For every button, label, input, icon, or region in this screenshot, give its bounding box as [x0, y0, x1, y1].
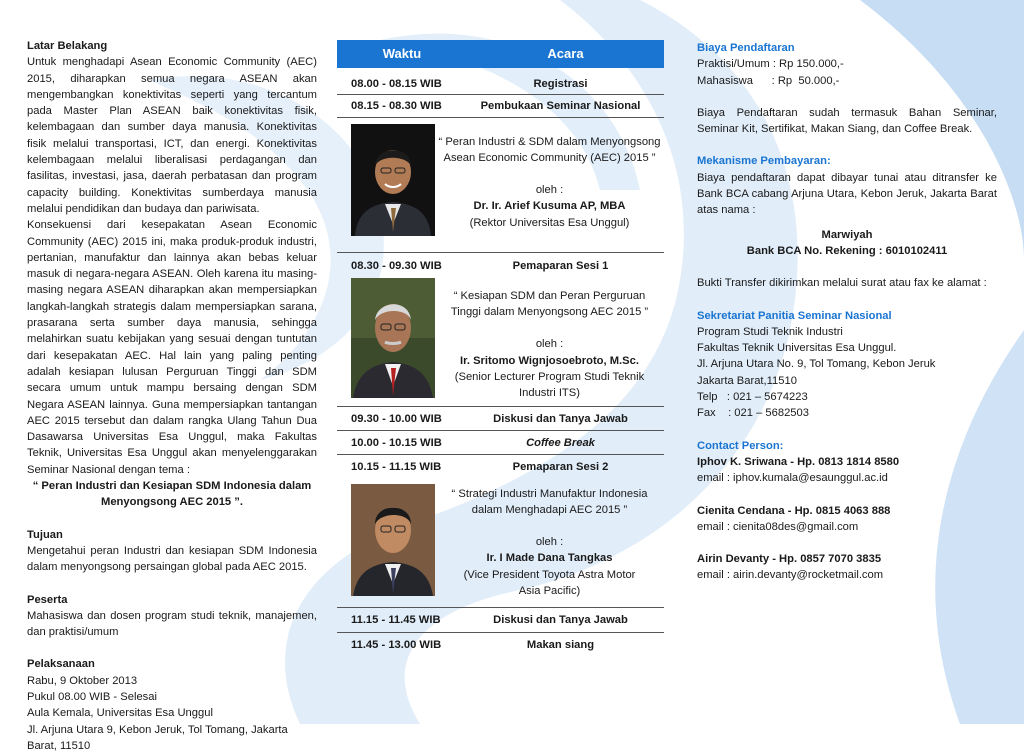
- opening-talk-title-2: Asean Economic Community (AEC) 2015 ”: [443, 151, 656, 164]
- opening-affiliation: (Rektor Universitas Esa Unggul): [469, 216, 630, 229]
- registration-activity: Registrasi: [533, 78, 588, 90]
- session1-talk-title-1: “ Kesiapan SDM dan Peran Perguruan: [453, 289, 646, 302]
- contact-1-email: email : iphov.kumala@esaunggul.ac.id: [697, 472, 888, 485]
- fee-title: Biaya Pendaftaran: [697, 42, 795, 54]
- discussion2-time: 11.15 - 11.45 WIB: [351, 614, 441, 627]
- account-name: Marwiyah: [821, 228, 873, 241]
- schedule: [337, 40, 664, 653]
- left-column: [27, 38, 317, 754]
- schedule-row-registration: [337, 76, 664, 92]
- schedule-row-discussion-2: [337, 612, 664, 628]
- secretariat-fax: Fax : 021 – 5682503: [697, 407, 809, 420]
- seminar-theme-line-2: Menyongsong AEC 2015 ”.: [101, 496, 243, 509]
- schedule-header: [337, 40, 664, 68]
- right-column: [697, 40, 997, 584]
- opening-time: 08.15 - 08.30 WIB: [351, 100, 442, 113]
- secretariat-line-1: Program Studi Teknik Industri: [697, 325, 843, 338]
- execution-address: Jl. Arjuna Utara 9, Kebon Jeruk, Tol Tomang, Jakarta Barat, 11510: [27, 723, 288, 752]
- speaker-photo-1: [351, 124, 435, 236]
- session2-affiliation-2: Asia Pacific): [518, 585, 581, 598]
- header-activity: Acara: [547, 45, 584, 61]
- opening-talk-text: [435, 124, 664, 236]
- schedule-row-session-2: [337, 459, 664, 475]
- fee-practitioner: Praktisi/Umum : Rp 150.000,-: [697, 58, 844, 71]
- payment-title: Mekanisme Pembayaran:: [697, 155, 831, 168]
- secretariat-title: Sekretariat Panitia Seminar Nasional: [697, 309, 892, 322]
- contact-2-email: email : cienita08des@gmail.com: [697, 520, 859, 533]
- contact-1-name: Iphov K. Sriwana - Hp. 0813 1814 8580: [697, 455, 900, 468]
- session1-time: 08.30 - 09.30 WIB: [351, 259, 442, 272]
- secretariat-line-2: Fakultas Teknik Universitas Esa Unggul.: [697, 342, 897, 355]
- opening-activity: Pembukaan Seminar Nasional: [480, 100, 641, 113]
- session1-by: oleh :: [535, 338, 564, 351]
- execution-venue: Aula Kemala, Universitas Esa Unggul: [27, 707, 213, 720]
- coffee-activity: Coffee Break: [526, 436, 595, 449]
- execution-date: Rabu, 9 Oktober 2013: [27, 674, 138, 687]
- header-time: Waktu: [382, 45, 422, 61]
- session1-speaker: Ir. Sritomo Wignjosoebroto, M.Sc.: [460, 354, 639, 367]
- contact-title: Contact Person:: [697, 439, 784, 452]
- secretariat-line-3: Jl. Arjuna Utara No. 9, Tol Tomang, Kebon Jeruk: [697, 358, 936, 371]
- session2-speaker: Ir. I Made Dana Tangkas: [486, 552, 613, 565]
- registration-time: 08.00 - 08.15 WIB: [351, 78, 442, 90]
- schedule-row-discussion-1: [337, 411, 664, 427]
- session1-talk: [337, 278, 664, 402]
- background-paragraph-2: Konsekuensi dari kesepakatan Asean Economic Community (AEC) 2015 ini, maka produk-produk industri, pertanian, manufaktur dan lainnya akan bebas keluar masuk di negara-negara ASEAN. Oleh karena itu masing-masing negara ASEAN diharapkan akan mempersiapkan langkah-langkah strategis dalam mempersiapkan sarana, prasarana serta sumber daya manusia, sehingga melahirkan suatu kebijakan yang sesuai dengan tuntutan dari kesepakatan AEC. Hal lain yang paling penting adalah kesiapan lulusan Perguruan Tinggi dan SDM secara umum untuk mampu bersaing dengan SDM Negara ASEAN lainnya. Guna mempersiapkan tantangan AEC 2015 tersebut dan dalam rangka Ulang Tahun Dua Dasawarsa Universitas Esa Unggul, maka Fakultas Teknik, Universitas Esa Unggul akan menyelenggarakan Seminar Nasional dengan tema :: [27, 219, 317, 476]
- opening-talk-title-1: “ Peran Industri & SDM dalam Menyongsong: [438, 135, 661, 148]
- fee-note: Biaya Pendaftaran sudah termasuk Bahan Seminar, Seminar Kit, Sertifikat, Makan Siang, dan Coffee Break.: [697, 106, 997, 136]
- session2-talk: [337, 484, 664, 600]
- coffee-time: 10.00 - 10.15 WIB: [351, 436, 442, 449]
- goal-text: Mengetahui peran Industri dan kesiapan SDM Indonesia dalam menyongsong persaingan global pada AEC 2015.: [27, 544, 317, 574]
- fee-student: Mahasiswa : Rp 50.000,-: [697, 74, 840, 87]
- participants-title: Peserta: [27, 593, 68, 606]
- payment-text: Biaya pendaftaran dapat dibayar tunai atau ditransfer ke Bank BCA cabang Arjuna Utara, Kebon Jeruk, Jakarta Barat atas nama :: [697, 171, 997, 217]
- lunch-time: 11.45 - 13.00 WIB: [351, 638, 442, 651]
- discussion1-time: 09.30 - 10.00 WIB: [351, 412, 442, 425]
- speaker-photo-2: [351, 278, 435, 398]
- session2-talk-title-1: “ Strategi Industri Manufaktur Indonesia: [451, 487, 648, 500]
- session1-activity: Pemaparan Sesi 1: [512, 259, 609, 272]
- opening-speaker: Dr. Ir. Arief Kusuma AP, MBA: [473, 200, 626, 213]
- discussion1-activity: Diskusi dan Tanya Jawab: [493, 412, 628, 425]
- session2-affiliation-1: (Vice President Toyota Astra Motor: [463, 568, 636, 581]
- discussion2-activity: Diskusi dan Tanya Jawab: [493, 614, 628, 627]
- session1-affiliation-1: (Senior Lecturer Program Studi Teknik: [454, 371, 645, 384]
- seminar-theme-line-1: “ Peran Industri dan Kesiapan SDM Indonesia dalam: [32, 480, 312, 493]
- lunch-activity: Makan siang: [526, 638, 595, 651]
- session2-by: oleh :: [535, 536, 564, 549]
- speaker-photo-3: [351, 484, 435, 596]
- transfer-note: Bukti Transfer dikirimkan melalui surat atau fax ke alamat :: [697, 277, 987, 290]
- schedule-row-opening: [337, 98, 664, 114]
- execution-time: Pukul 08.00 WIB - Selesai: [27, 690, 157, 703]
- contact-3-email: email : airin.devanty@rocketmail.com: [697, 569, 884, 582]
- opening-by: oleh :: [535, 184, 564, 197]
- session1-talk-text: [435, 278, 664, 402]
- schedule-row-coffee-break: [337, 435, 664, 451]
- secretariat-phone: Telp : 021 – 5674223: [697, 391, 808, 404]
- session2-talk-text: [435, 484, 664, 600]
- participants-text: Mahasiswa dan dosen program studi teknik, manajemen, dan praktisi/umum: [27, 609, 317, 639]
- schedule-row-lunch: [337, 637, 664, 653]
- contact-3-name: Airin Devanty - Hp. 0857 7070 3835: [697, 553, 882, 566]
- secretariat-line-4: Jakarta Barat,11510: [697, 374, 797, 387]
- session1-affiliation-2: Industri ITS): [519, 387, 580, 400]
- background-paragraph-1: Untuk menghadapi Asean Economic Community (AEC) 2015, diharapkan semua negara ASEAN akan mengembangkan konektivitas seperti yang tercantum pada Master Plan ASEAN baik konektivitas fisik, kelembagaan dan sumber daya manusia. Konektivitas fisik melalui transportasi, ICT, dan energi. Konektivitas kelembagaan melalui liberalisasi perdagangan dan fasilitas, investasi, jasa, daerah perbatasan dan program capacity building. Konektivitas sumberdaya manusia melalui pendidikan dan budaya dan pariwisata.: [27, 56, 317, 215]
- schedule-row-session-1: [337, 258, 664, 274]
- contact-2-name: Cienita Cendana - Hp. 0815 4063 888: [697, 504, 891, 517]
- background-title: Latar Belakang: [27, 40, 108, 52]
- session2-talk-title-2: dalam Menghadapi AEC 2015 ”: [471, 503, 628, 516]
- execution-title: Pelaksanaan: [27, 658, 95, 671]
- session1-talk-title-2: Tinggi dalam Menyongsong AEC 2015 ”: [450, 306, 649, 319]
- session2-activity: Pemaparan Sesi 2: [512, 461, 609, 474]
- seminar-theme: [27, 478, 317, 511]
- session2-time: 10.15 - 11.15 WIB: [351, 461, 442, 474]
- opening-talk: [337, 124, 664, 236]
- account-number: Bank BCA No. Rekening : 6010102411: [746, 244, 948, 257]
- goal-title: Tujuan: [27, 528, 63, 541]
